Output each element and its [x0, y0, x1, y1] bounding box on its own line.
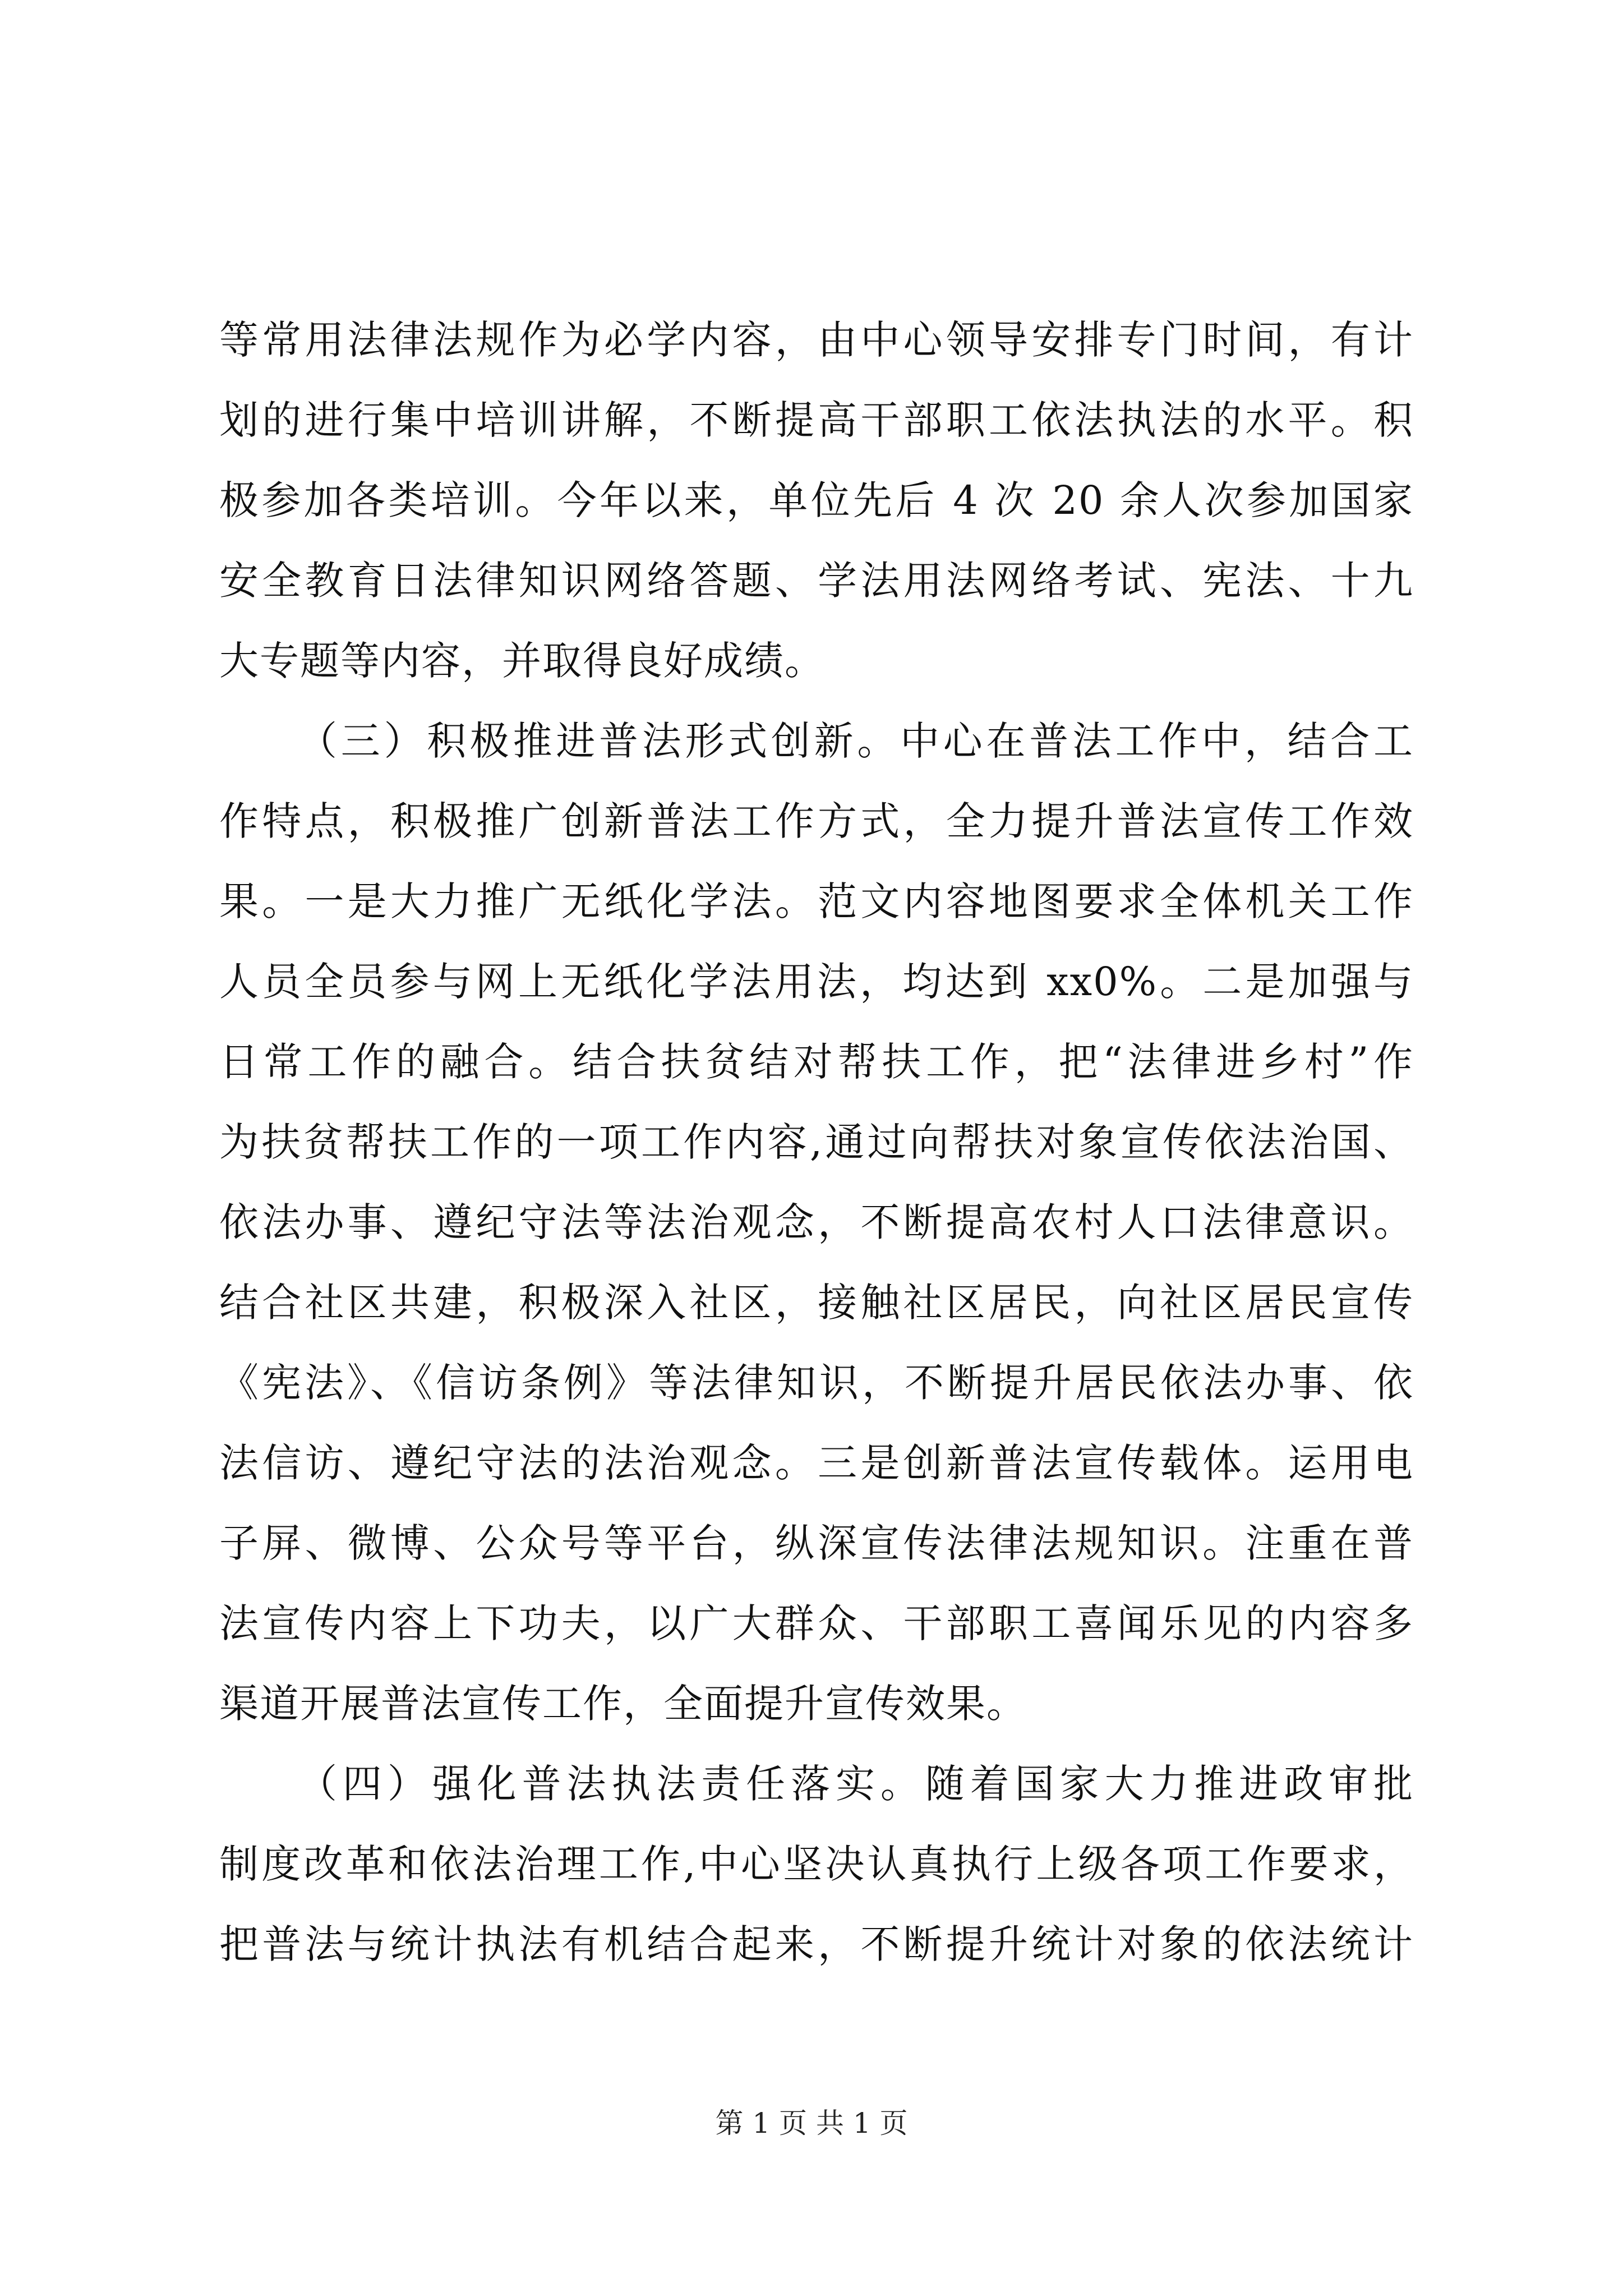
body-line: 为扶贫帮扶工作的一项工作内容,通过向帮扶对象宣传依法治国、 — [219, 1119, 1414, 1165]
body-line: 作特点，积极推广创新普法工作方式，全力提升普法宣传工作效 — [219, 798, 1414, 844]
body-line: 果。一是大力推广无纸化学法。范文内容地图要求全体机关工作 — [219, 878, 1414, 924]
section-heading-line: （四）强化普法执法责任落实。随着国家大力推进政审批 — [298, 1761, 1414, 1807]
body-line: 日常工作的融合。结合扶贫结对帮扶工作，把“法律进乡村”作 — [219, 1039, 1414, 1085]
body-line: 《宪法》、《信访条例》等法律知识，不断提升居民依法办事、依 — [219, 1360, 1414, 1406]
page-footer — [0, 2106, 1623, 2140]
body-line: 把普法与统计执法有机结合起来，不断提升统计对象的依法统计 — [219, 1921, 1414, 1967]
body-line: 法宣传内容上下功夫，以广大群众、干部职工喜闻乐见的内容多 — [219, 1600, 1414, 1646]
body-line: 人员全员参与网上无纸化学法用法，均达到 xx0%。二是加强与 — [219, 959, 1414, 1005]
body-line: 划的进行集中培训讲解，不断提高干部职工依法执法的水平。积 — [219, 397, 1414, 443]
body-line: 渠道开展普法宣传工作，全面提升宣传效果。 — [219, 1681, 1027, 1727]
document-body — [219, 300, 1414, 1985]
body-line: 极参加各类培训。今年以来，单位先后 4 次 20 余人次参加国家 — [219, 477, 1414, 523]
body-line: 依法办事、遵纪守法等法治观念，不断提高农村人口法律意识。 — [219, 1199, 1414, 1245]
body-line: 等常用法律法规作为必学内容，由中心领导安排专门时间，有计 — [219, 317, 1414, 363]
body-line: 法信访、遵纪守法的法治观念。三是创新普法宣传载体。运用电 — [219, 1440, 1414, 1486]
body-line: 结合社区共建，积极深入社区，接触社区居民，向社区居民宣传 — [219, 1280, 1414, 1326]
body-line: 安全教育日法律知识网络答题、学法用法网络考试、宪法、十九 — [219, 558, 1414, 604]
body-line: 大专题等内容，并取得良好成绩。 — [219, 638, 825, 684]
page-number-label: 第 1 页 共 1 页 — [715, 2107, 908, 2139]
body-line: 制度改革和依法治理工作,中心坚决认真执行上级各项工作要求， — [219, 1841, 1414, 1887]
body-line: 子屏、微博、公众号等平台，纵深宣传法律法规知识。注重在普 — [219, 1520, 1414, 1566]
section-heading-line: （三）积极推进普法形式创新。中心在普法工作中，结合工 — [298, 718, 1414, 764]
